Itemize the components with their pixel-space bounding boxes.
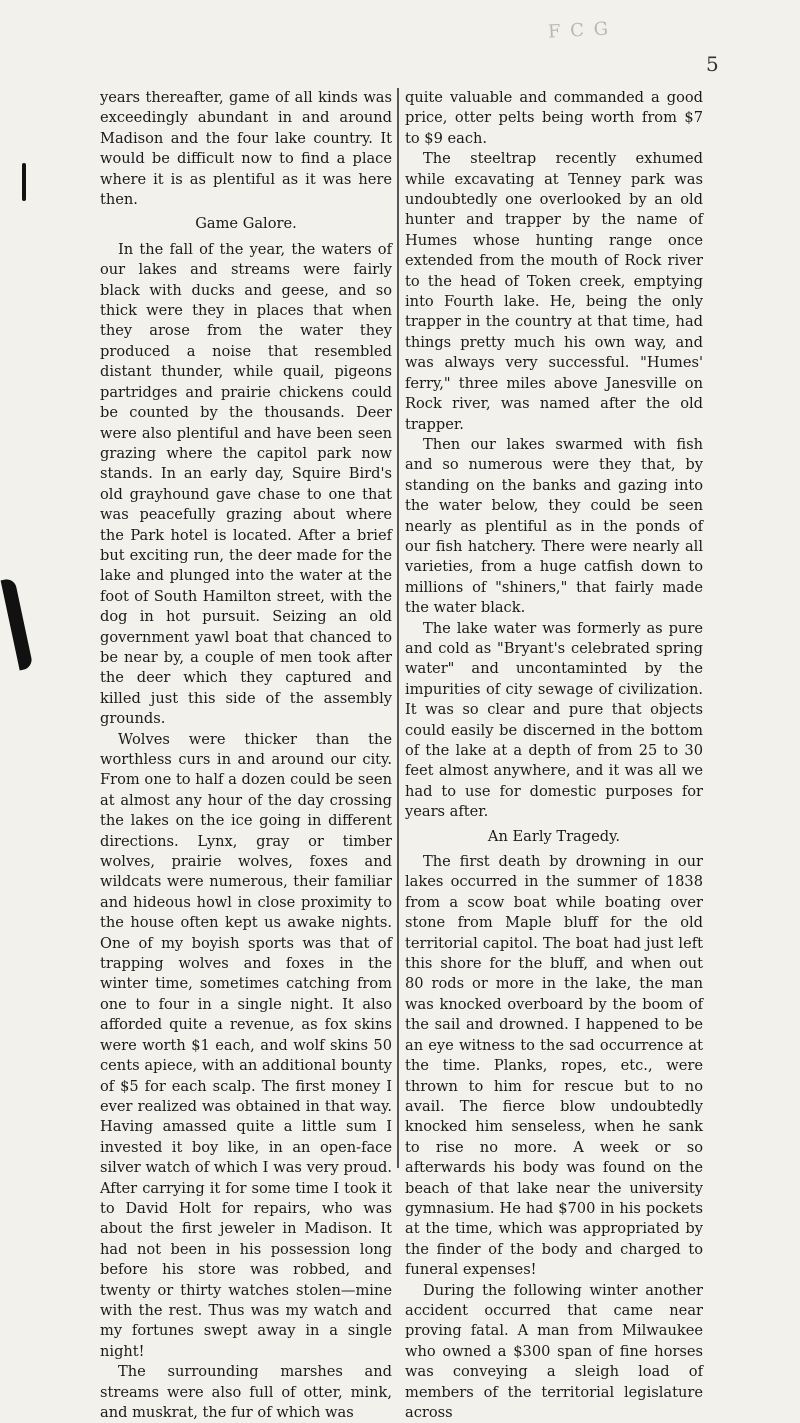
section-heading: An Early Tragedy.: [487, 827, 621, 845]
section-heading: Game Galore.: [195, 215, 297, 233]
archive-stamp: F C G: [547, 18, 611, 43]
article-paragraph: quite valuable and commanded a good price, otter pelts being worth from $7 to $9 each.: [405, 89, 703, 147]
article-paragraph: years thereafter, game of all kinds was exceedingly abundant in and around Madison and the four lake country. It would be difficult now to find a place where it is as plentiful as it was here then.: [100, 89, 392, 209]
article-paragraph: Wolves were thicker than the worthless curs in and around our city. From one to half a dozen could be seen at almost any hour of the day crossing the lakes on the ice going in different directions. Lynx, gray or timber wolves, prairie wolves, foxes and wildcats were numerous, their familiar and hideous howl in close proximity to the house often kept us awake nights. One of my boyish sports was that of trapping wolves and foxes in the winter time, sometimes catching from one to four in a single night. It also afforded quite a revenue, as fox skins were worth $1 each, and wolf skins 50 cents apiece, with an additional bounty of $5 for each scalp. The first money I ever realized was obtained in that way. Having amassed quite a little sum I invested it boy like, in an open-face silver watch of which I was very proud. After carrying it for some time I took it to David Holt for repairs, who was about the first jeweler in Madison. It had not been in his possession long before his store was robbed, and twenty or thirty watches stolen—mine with the rest. Thus was my watch and my fortunes swept away in a single night!: [100, 730, 392, 1360]
article-paragraph: The lake water was formerly as pure and cold as "Bryant's celebrated spring water" and uncontaminted by the impurities of city sewage of civilization. It was so clear and pure that objects could easily be discerned in the bottom of the lake at a depth of from 25 to 30 feet almost anywhere, and it was all we had to use for domestic purposes for years after.: [405, 619, 703, 821]
scan-mark-left-top: [22, 163, 26, 201]
article-column-left: [100, 88, 392, 1423]
scan-mark-left-bottom: [1, 578, 34, 671]
article-column-right: [405, 88, 703, 1423]
article-paragraph: In the fall of the year, the waters of our lakes and streams were fairly black with ducks and geese, and so thick were they in places that when they arose from the water they produced a noise that resembled distant thunder, while quail, pigeons partridges and prairie chickens could be counted by the thousands. Deer were also plentiful and have been seen grazing where the capitol park now stands. In an early day, Squire Bird's old grayhound gave chase to one that was peacefully grazing about where the Park hotel is located. After a brief but exciting run, the deer made for the lake and plunged into the water at the foot of South Hamilton street, with the dog in hot pursuit. Seizing an old government yawl boat that chanced to be near by, a couple of men took after the deer which they captured and killed just this side of the assembly grounds.: [100, 240, 392, 728]
article-paragraph: The first death by drowning in our lakes occurred in the summer of 1838 from a scow boat while boating over stone from Maple bluff for the old territorial capitol. The boat had just left this shore for the bluff, and when out 80 rods or more in the lake, the man was knocked overboard by the boom of the sail and drowned. I happened to be an eye witness to the sad occurrence at the time. Planks, ropes, etc., were thrown to him for rescue but to no avail. The fierce blow undoubtedly knocked him senseless, when he sank to rise no more. A week or so afterwards his body was found on the beach of that lake near the university gymnasium. He had $700 in his pockets at the time, which was appropriated by the finder of the body and charged to funeral expenses!: [405, 853, 703, 1279]
article-paragraph: During the following winter another accident occurred that came near proving fatal. A man from Milwaukee who owned a $300 span of fine horses was conveying a sleigh load of members of the territorial legislature across: [405, 1281, 703, 1421]
article-paragraph: Then our lakes swarmed with fish and so numerous were they that, by standing on the banks and gazing into the water below, they could be seen nearly as plentiful as in the ponds of our fish hatchery. There were nearly all varieties, from a huge catfish down to millions of "shiners," that fairly made the water black.: [405, 435, 703, 617]
article-paragraph: The surrounding marshes and streams were also full of otter, mink, and muskrat, the fur of which was: [100, 1363, 392, 1421]
page-number: 5: [706, 52, 719, 76]
column-divider: [397, 88, 399, 1168]
article-paragraph: The steeltrap recently exhumed while excavating at Tenney park was undoubtedly one overlooked by an old hunter and trapper by the name of Humes whose hunting range once extended from the mouth of Rock river to the head of Token creek, emptying into Fourth lake. He, being the only trapper in the country at that time, had things pretty much his own way, and was always very successful. "Humes' ferry," three miles above Janesville on Rock river, was named after the old trapper.: [405, 150, 703, 433]
